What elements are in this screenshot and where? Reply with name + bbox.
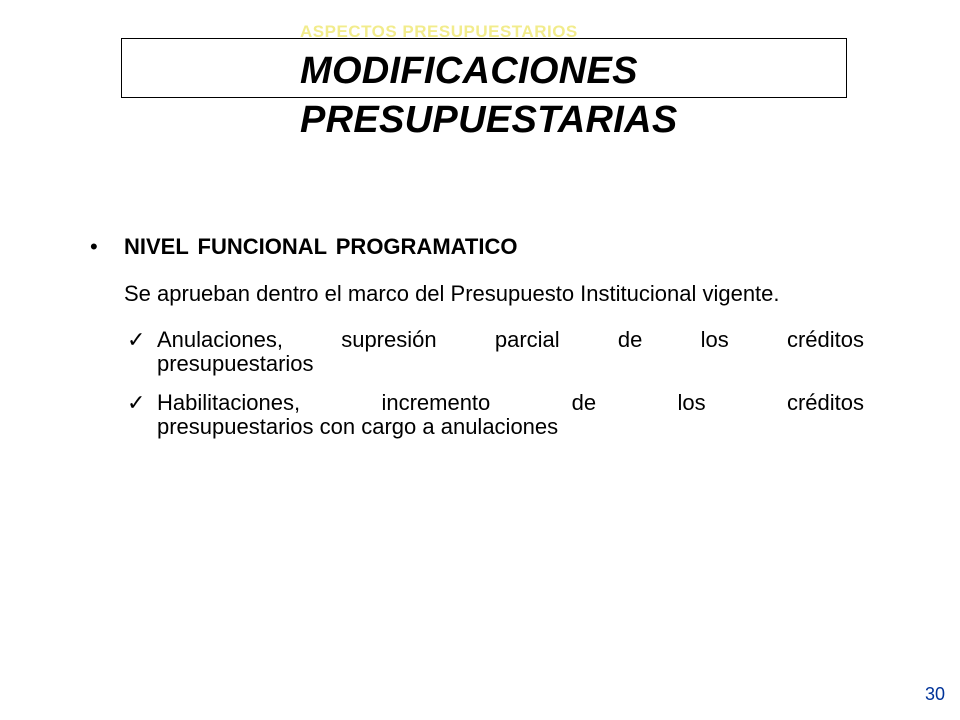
check-item-habilitaciones: [124, 391, 864, 439]
check-mark-icon: ✓: [127, 390, 146, 415]
check-list: [124, 328, 864, 439]
slide-title-line-1: MODIFICACIONES: [300, 50, 638, 92]
faded-section-title: ASPECTOS PRESUPUESTARIOS: [300, 22, 578, 41]
check-item-line-1: Anulaciones, supresión parcial de los créditos: [157, 327, 864, 352]
check-item-text: [157, 391, 864, 439]
bullet-heading: NIVEL FUNCIONAL PROGRAMATICO: [124, 234, 518, 259]
check-item-line-1: Habilitaciones, incremento de los créditos: [157, 390, 864, 415]
page-number: 30: [924, 684, 945, 704]
slide-title-line-2: PRESUPUESTARIAS: [300, 99, 678, 141]
check-mark-icon: ✓: [127, 327, 146, 352]
bullet-item: [84, 226, 864, 268]
description-paragraph: Se aprueban dentro el marco del Presupuesto Institucional vigente.: [124, 281, 780, 306]
slide-body: [84, 226, 864, 454]
slide-title: [300, 47, 678, 145]
check-item-text: [157, 328, 864, 376]
bullet-dot-icon: •: [90, 234, 98, 259]
check-item-line-2: presupuestarios: [157, 351, 314, 376]
check-item-anulaciones: [124, 328, 864, 376]
check-item-line-2: presupuestarios con cargo a anulaciones: [157, 414, 559, 439]
